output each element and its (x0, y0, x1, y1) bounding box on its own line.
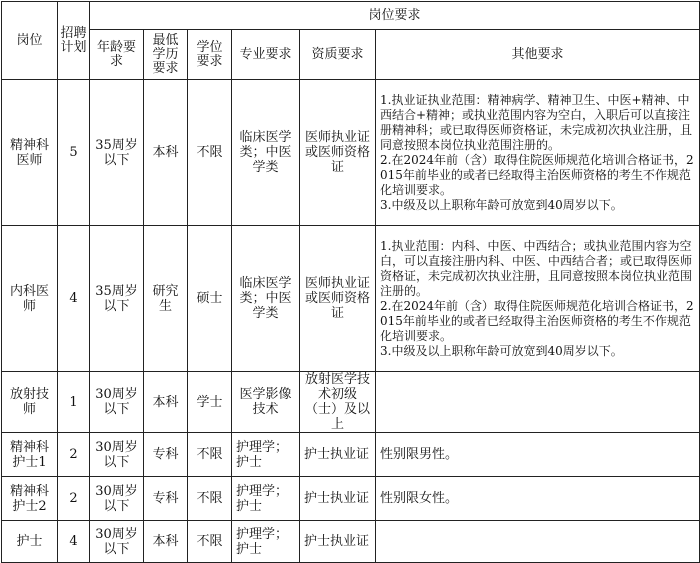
degree-cell: 不限 (188, 433, 232, 477)
education-cell: 专科 (144, 477, 188, 521)
age-cell: 30周岁以下 (90, 372, 144, 433)
qualification-cell: 医师执业证或医师资格证 (300, 80, 376, 226)
other-requirement-item: 2.在2024年前（含）取得住院医师规范化培训合格证书，2015年前毕业的或者已经取得主治医师资格的考生不作规范化培训要求。 (380, 152, 694, 197)
age-cell: 35周岁以下 (90, 80, 144, 226)
header-row-2 (2, 30, 700, 80)
plan-cell: 1 (58, 372, 90, 433)
education-cell: 本科 (144, 372, 188, 433)
requirements-header: 岗位要求 (90, 2, 700, 30)
education-cell: 本科 (144, 521, 188, 563)
other-requirement-item: 1.执业证执业范围：精神病学、精神卫生、中医+精神、中西结合+精神；或执业范围内容为空白，入职后可以直接注册精神科；或已取得医师资格证，未完成初次执业注册，且同意按照本岗位执业范围注册的。 (380, 92, 693, 152)
major-cell: 护理学；护士 (232, 521, 300, 563)
other-requirement-item: 3.中级及以上职称年龄可放宽到40周岁以下。 (380, 343, 623, 358)
major-cell: 护理学；护士 (232, 433, 300, 477)
qualification-cell: 放射医学技术初级（士）及以上 (300, 372, 376, 433)
position-cell: 精神科医师 (2, 80, 58, 226)
table-row (2, 433, 700, 477)
qualification-cell: 护士执业证 (300, 433, 376, 477)
plan-cell: 4 (58, 226, 90, 372)
education-header: 最低学历要求 (144, 30, 188, 80)
position-cell: 放射技师 (2, 372, 58, 433)
major-cell: 护理学；护士 (232, 477, 300, 521)
plan-cell: 5 (58, 80, 90, 226)
position-header: 岗位 (2, 2, 58, 80)
table-row (2, 477, 700, 521)
header-row-1 (2, 2, 700, 30)
other-requirements-cell (376, 372, 700, 433)
degree-cell: 不限 (188, 477, 232, 521)
other-requirement-item: 2.在2024年前（含）取得住院医师规范化培训合格证书，2015年前毕业的或者已经取得主治医师资格的考生不作规范化培训要求。 (380, 298, 694, 343)
position-cell: 精神科护士2 (2, 477, 58, 521)
plan-header: 招聘计划 (58, 2, 90, 80)
major-cell: 临床医学类；中医学类 (232, 226, 300, 372)
recruitment-table (1, 1, 700, 563)
table-row (2, 80, 700, 226)
degree-cell: 不限 (188, 521, 232, 563)
plan-cell: 4 (58, 521, 90, 563)
other-requirements-cell (376, 80, 700, 226)
age-cell: 30周岁以下 (90, 521, 144, 563)
table-row (2, 521, 700, 563)
degree-header: 学位要求 (188, 30, 232, 80)
other-requirement-item: 1.执业范围：内科、中医、中西结合；或执业范围内容为空白，可以直接注册内科、中医、中西结合者；或已取得医师资格证，未完成初次执业注册，且同意按照本岗位执业范围注册的。 (380, 238, 693, 298)
other-requirements-cell: 性别限男性。 (376, 433, 700, 477)
education-cell: 本科 (144, 80, 188, 226)
qualification-cell: 护士执业证 (300, 477, 376, 521)
other-requirements-cell (376, 226, 700, 372)
degree-cell: 不限 (188, 80, 232, 226)
qualification-cell: 护士执业证 (300, 521, 376, 563)
age-cell: 35周岁以下 (90, 226, 144, 372)
major-cell: 临床医学类；中医学类 (232, 80, 300, 226)
education-cell: 研究生 (144, 226, 188, 372)
major-header: 专业要求 (232, 30, 300, 80)
other-requirements-cell: 性别限女性。 (376, 477, 700, 521)
qualification-header: 资质要求 (300, 30, 376, 80)
major-cell: 医学影像技术 (232, 372, 300, 433)
position-cell: 护士 (2, 521, 58, 563)
table-row (2, 372, 700, 433)
other-requirement-item: 3.中级及以上职称年龄可放宽到40周岁以下。 (380, 197, 623, 212)
other-requirements-cell (376, 521, 700, 563)
plan-cell: 2 (58, 433, 90, 477)
age-cell: 30周岁以下 (90, 477, 144, 521)
degree-cell: 硕士 (188, 226, 232, 372)
age-cell: 30周岁以下 (90, 433, 144, 477)
qualification-cell: 医师执业证或医师资格证 (300, 226, 376, 372)
other-header: 其他要求 (376, 30, 700, 80)
table-row (2, 226, 700, 372)
age-header: 年龄要求 (90, 30, 144, 80)
position-cell: 内科医师 (2, 226, 58, 372)
education-cell: 专科 (144, 433, 188, 477)
degree-cell: 学士 (188, 372, 232, 433)
plan-cell: 2 (58, 477, 90, 521)
position-cell: 精神科护士1 (2, 433, 58, 477)
